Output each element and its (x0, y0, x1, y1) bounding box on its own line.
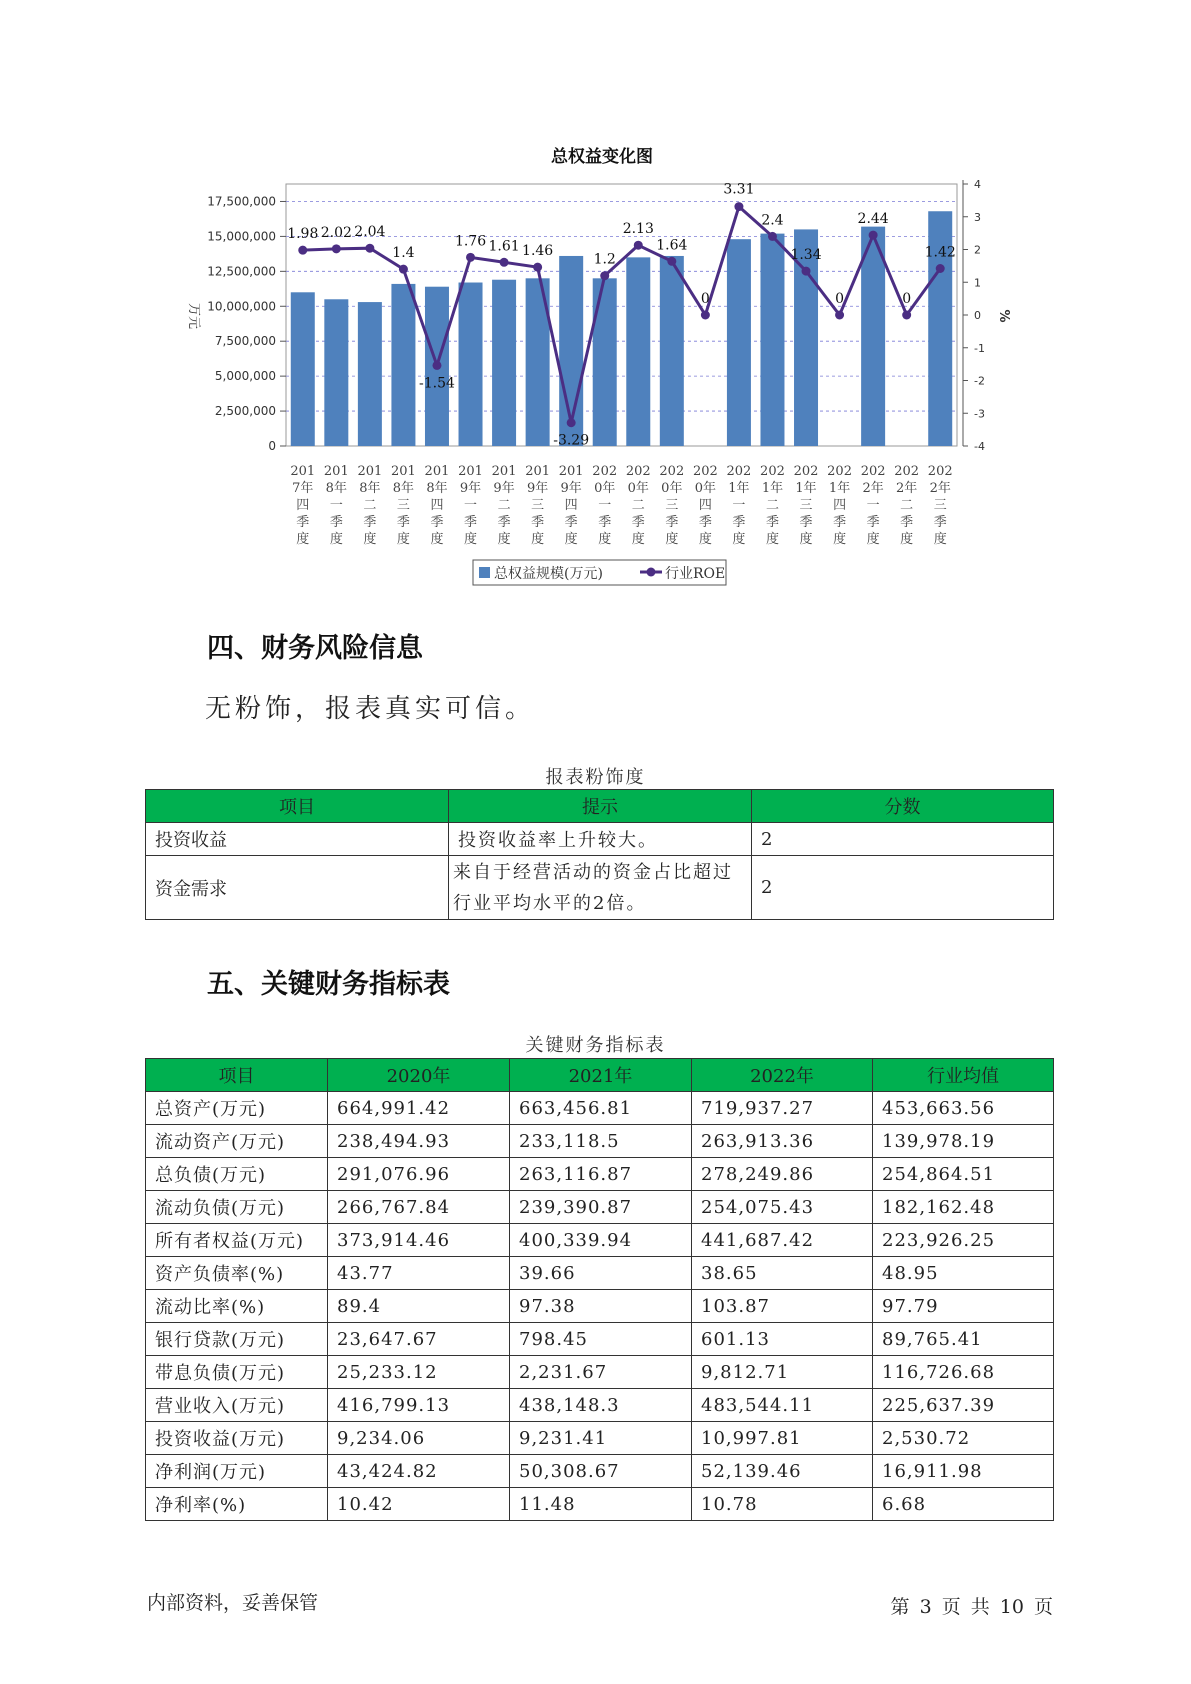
x-tick-label: 202 (592, 464, 618, 479)
kpi-cell-2021: 11.48 (510, 1488, 692, 1521)
x-tick-label: 201 (424, 464, 450, 479)
x-tick-label: 季 (933, 515, 947, 530)
roe-point (600, 271, 609, 280)
x-tick-label: 8年 (325, 481, 347, 496)
kpi-cell-2021: 233,118.5 (510, 1125, 692, 1158)
x-tick-label: 201 (290, 464, 316, 479)
kpi-cell-2020: 23,647.67 (328, 1323, 510, 1356)
x-tick-label: 202 (793, 464, 819, 479)
x-tick-label: 202 (927, 464, 953, 479)
x-tick-label: 季 (430, 515, 444, 530)
roe-point (802, 267, 811, 276)
kpi-cell-2021: 400,339.94 (510, 1224, 692, 1257)
kpi-cell-industry-avg: 2,530.72 (873, 1422, 1054, 1455)
roe-data-label: 1.42 (924, 244, 956, 261)
table-row (146, 823, 1054, 856)
right-tick-label: -1 (974, 341, 985, 355)
kpi-cell-item: 流动比率(%) (146, 1290, 328, 1323)
x-tick-label: 202 (827, 464, 852, 479)
x-tick-label: 202 (625, 464, 651, 479)
x-tick-label: 9年 (526, 481, 549, 496)
x-tick-label: 季 (363, 515, 377, 530)
table-row (146, 1158, 1054, 1191)
risk-cell-score: 2 (752, 823, 1054, 856)
roe-data-label: 1.64 (656, 237, 688, 254)
kpi-cell-2022: 103.87 (692, 1290, 873, 1323)
x-tick-label: 8年 (426, 481, 448, 496)
kpi-cell-2022: 254,075.43 (692, 1191, 873, 1224)
x-tick-label: 季 (396, 515, 410, 530)
x-tick-label: 一 (598, 498, 612, 513)
roe-point (332, 244, 341, 253)
x-tick-label: 季 (698, 515, 712, 530)
kpi-cell-2022: 601.13 (692, 1323, 873, 1356)
kpi-cell-2021: 438,148.3 (510, 1389, 692, 1422)
risk-table-caption: 报表粉饰度 (545, 767, 646, 788)
kpi-cell-2021: 2,231.67 (510, 1356, 692, 1389)
x-tick-label: 8年 (359, 481, 381, 496)
x-tick-label: 9年 (560, 481, 582, 496)
x-tick-label: 季 (665, 515, 679, 530)
x-tick-label: 202 (894, 464, 920, 479)
risk-header-hint: 提示 (449, 790, 752, 823)
right-tick-label: 3 (974, 210, 981, 224)
kpi-cell-2021: 9,231.41 (510, 1422, 692, 1455)
x-tick-label: 1年 (795, 481, 817, 496)
table-row (146, 1455, 1054, 1488)
x-tick-label: 一 (329, 498, 343, 513)
equity-bar (358, 302, 382, 446)
kpi-cell-industry-avg: 97.79 (873, 1290, 1054, 1323)
x-tick-label: 四 (833, 498, 847, 513)
roe-data-label: 2.4 (761, 212, 784, 229)
x-tick-label: 三 (396, 498, 410, 513)
kpi-cell-2022: 10,997.81 (692, 1422, 873, 1455)
left-tick-label: 0 (268, 439, 276, 453)
kpi-cell-2020: 10.42 (328, 1488, 510, 1521)
kpi-cell-industry-avg: 225,637.39 (873, 1389, 1054, 1422)
equity-bar (324, 299, 348, 446)
x-tick-label: 季 (598, 515, 612, 530)
risk-header-score: 分数 (752, 790, 1054, 823)
x-tick-label: 度 (631, 532, 645, 547)
x-tick-label: 9年 (493, 481, 515, 496)
kpi-cell-2020: 43,424.82 (328, 1455, 510, 1488)
left-tick-label: 2,500,000 (214, 404, 276, 419)
roe-point (432, 361, 441, 370)
section4-body: 无粉饰，报表真实可信。 (205, 694, 536, 724)
left-axis-title: 万元 (186, 302, 201, 330)
kpi-table-caption: 关键财务指标表 (525, 1035, 666, 1056)
kpi-cell-item: 资产负债率(%) (146, 1257, 328, 1290)
kpi-cell-item: 流动资产(万元) (146, 1125, 328, 1158)
x-tick-label: 二 (765, 498, 779, 513)
table-row (146, 1125, 1054, 1158)
x-tick-label: 度 (329, 532, 343, 547)
right-tick-label: -2 (974, 374, 985, 388)
left-tick-label: 7,500,000 (214, 334, 276, 349)
x-tick-label: 季 (765, 515, 779, 530)
roe-point (734, 202, 743, 211)
roe-data-label: 1.34 (790, 247, 822, 264)
section5-heading: 五、关键财务指标表 (207, 969, 450, 1000)
roe-data-label: 2.13 (622, 221, 654, 238)
kpi-cell-2021: 263,116.87 (510, 1158, 692, 1191)
kpi-cell-item: 净利率(%) (146, 1488, 328, 1521)
legend-line-marker (647, 568, 656, 577)
roe-data-label: 1.76 (454, 233, 487, 250)
equity-bar (626, 257, 650, 446)
x-tick-label: 202 (760, 464, 785, 479)
roe-data-label: 3.31 (723, 181, 755, 198)
footer-confidential: 内部资料，妥善保管 (147, 1592, 319, 1614)
roe-point (365, 244, 374, 253)
roe-point (567, 418, 576, 427)
x-tick-label: 202 (692, 464, 718, 479)
x-tick-label: 三 (933, 498, 947, 513)
x-tick-label: 2年 (896, 481, 918, 496)
roe-point (869, 231, 878, 240)
x-tick-label: 0年 (627, 481, 649, 496)
left-tick-label: 15,000,000 (207, 229, 276, 244)
x-tick-label: 季 (732, 515, 746, 530)
kpi-cell-item: 流动负债(万元) (146, 1191, 328, 1224)
kpi-cell-2022: 52,139.46 (692, 1455, 873, 1488)
x-tick-label: 一 (464, 498, 478, 513)
kpi-cell-industry-avg: 116,726.68 (873, 1356, 1054, 1389)
x-tick-label: 季 (631, 515, 645, 530)
x-tick-label: 季 (464, 515, 478, 530)
roe-data-label: -1.54 (419, 375, 455, 392)
roe-point (399, 265, 408, 274)
kpi-cell-2020: 9,234.06 (328, 1422, 510, 1455)
equity-bar (861, 227, 885, 446)
x-tick-label: 7年 (292, 481, 314, 496)
kpi-header-item: 项目 (146, 1059, 328, 1092)
x-tick-label: 季 (329, 515, 343, 530)
kpi-table-header (146, 1059, 1054, 1092)
roe-data-label: 1.46 (522, 243, 554, 260)
x-tick-label: 202 (860, 464, 886, 479)
kpi-cell-item: 投资收益(万元) (146, 1422, 328, 1455)
kpi-cell-item: 带息负债(万元) (146, 1356, 328, 1389)
kpi-cell-industry-avg: 254,864.51 (873, 1158, 1054, 1191)
risk-cell-item: 资金需求 (146, 856, 449, 920)
x-tick-label: 三 (799, 498, 813, 513)
risk-table (145, 789, 1054, 920)
x-tick-label: 四 (430, 498, 444, 513)
kpi-cell-2022: 263,913.36 (692, 1125, 873, 1158)
risk-cell-hint: 来自于经营活动的资金占比超过行业平均水平的2倍。 (449, 856, 752, 920)
x-tick-label: 一 (732, 498, 746, 513)
footer-page-number: 第 3 页 共 10 页 (890, 1596, 1053, 1618)
kpi-cell-item: 总资产(万元) (146, 1092, 328, 1125)
x-tick-label: 度 (296, 532, 310, 547)
roe-data-label: 0 (835, 291, 845, 307)
kpi-cell-industry-avg: 453,663.56 (873, 1092, 1054, 1125)
roe-data-label: 0 (700, 291, 710, 307)
equity-bar (391, 284, 415, 446)
x-tick-label: 1年 (828, 481, 851, 496)
table-row (146, 1092, 1054, 1125)
legend-line-label: 行业ROE (665, 566, 726, 582)
kpi-cell-2022: 10.78 (692, 1488, 873, 1521)
risk-cell-score: 2 (752, 856, 1054, 920)
roe-point (936, 264, 945, 273)
x-tick-label: 201 (357, 464, 383, 479)
x-tick-label: 度 (900, 532, 914, 547)
right-tick-label: -4 (974, 440, 985, 453)
equity-chart (0, 0, 1191, 600)
kpi-cell-2020: 664,991.42 (328, 1092, 510, 1125)
kpi-cell-industry-avg: 182,162.48 (873, 1191, 1054, 1224)
x-tick-label: 四 (296, 498, 310, 513)
kpi-cell-2020: 43.77 (328, 1257, 510, 1290)
table-row (146, 1488, 1054, 1521)
x-tick-label: 季 (900, 515, 914, 530)
kpi-header-2020: 2020年 (328, 1059, 510, 1092)
chart-title: 总权益变化图 (551, 147, 653, 167)
equity-bar (593, 278, 617, 446)
table-row (146, 1356, 1054, 1389)
equity-bar (727, 239, 751, 446)
kpi-cell-2021: 39.66 (510, 1257, 692, 1290)
roe-data-label: 1.98 (287, 226, 319, 243)
roe-point (466, 253, 475, 262)
x-tick-label: 202 (726, 464, 752, 479)
x-tick-label: 度 (564, 532, 578, 547)
x-tick-label: 度 (598, 532, 612, 547)
section4-heading: 四、财务风险信息 (207, 633, 423, 664)
x-tick-label: 202 (659, 464, 685, 479)
right-axis-title: % (996, 309, 1011, 323)
roe-data-label: 0 (902, 291, 912, 307)
right-tick-label: 4 (974, 178, 981, 191)
kpi-cell-2022: 441,687.42 (692, 1224, 873, 1257)
risk-header-item: 项目 (146, 790, 449, 823)
right-tick-label: 0 (974, 309, 981, 322)
x-tick-label: 二 (363, 498, 377, 513)
kpi-header-industry-avg: 行业均值 (873, 1059, 1054, 1092)
x-tick-label: 二 (900, 498, 914, 513)
x-tick-label: 季 (866, 515, 880, 530)
kpi-table (145, 1058, 1054, 1521)
x-tick-label: 2年 (929, 481, 951, 496)
x-tick-label: 0年 (661, 481, 683, 496)
kpi-cell-industry-avg: 223,926.25 (873, 1224, 1054, 1257)
kpi-cell-item: 所有者权益(万元) (146, 1224, 328, 1257)
kpi-cell-2022: 278,249.86 (692, 1158, 873, 1191)
kpi-cell-2021: 663,456.81 (510, 1092, 692, 1125)
kpi-cell-industry-avg: 48.95 (873, 1257, 1054, 1290)
table-row (146, 856, 1054, 920)
x-tick-label: 8年 (392, 481, 415, 496)
kpi-cell-2021: 239,390.87 (510, 1191, 692, 1224)
risk-cell-item: 投资收益 (146, 823, 449, 856)
kpi-cell-item: 总负债(万元) (146, 1158, 328, 1191)
kpi-cell-2020: 266,767.84 (328, 1191, 510, 1224)
table-row (146, 1224, 1054, 1257)
x-tick-label: 1年 (728, 481, 750, 496)
x-tick-label: 度 (464, 532, 478, 547)
x-tick-label: 2年 (862, 481, 884, 496)
x-tick-label: 0年 (694, 481, 717, 496)
x-tick-label: 度 (732, 532, 746, 547)
x-tick-label: 度 (799, 532, 813, 547)
x-tick-label: 0年 (594, 481, 616, 496)
kpi-cell-item: 净利润(万元) (146, 1455, 328, 1488)
kpi-cell-item: 银行贷款(万元) (146, 1323, 328, 1356)
x-tick-label: 201 (525, 464, 551, 479)
kpi-cell-2021: 97.38 (510, 1290, 692, 1323)
kpi-cell-2022: 483,544.11 (692, 1389, 873, 1422)
kpi-cell-industry-avg: 6.68 (873, 1488, 1054, 1521)
kpi-cell-2021: 798.45 (510, 1323, 692, 1356)
kpi-cell-industry-avg: 139,978.19 (873, 1125, 1054, 1158)
roe-data-label: 1.4 (392, 245, 415, 262)
x-tick-label: 201 (558, 464, 584, 479)
roe-point (634, 241, 643, 250)
x-tick-label: 度 (765, 532, 779, 547)
x-tick-label: 季 (296, 515, 310, 530)
x-tick-label: 201 (391, 464, 416, 479)
x-tick-label: 度 (933, 532, 947, 547)
x-tick-label: 度 (396, 532, 410, 547)
roe-data-label: 2.02 (320, 224, 352, 241)
risk-table-header (146, 790, 1054, 823)
roe-point (667, 257, 676, 266)
roe-point (500, 258, 509, 267)
kpi-cell-industry-avg: 16,911.98 (873, 1455, 1054, 1488)
roe-point (533, 263, 542, 272)
x-tick-label: 季 (497, 515, 511, 530)
x-tick-label: 一 (866, 498, 880, 513)
legend-bar-swatch (479, 567, 490, 578)
x-tick-label: 9年 (459, 481, 482, 496)
x-tick-label: 度 (531, 532, 545, 547)
right-tick-label: -3 (974, 407, 985, 421)
kpi-cell-2020: 25,233.12 (328, 1356, 510, 1389)
right-tick-label: 1 (974, 276, 981, 290)
left-tick-label: 10,000,000 (207, 299, 276, 314)
x-tick-label: 201 (323, 464, 349, 479)
roe-data-label: 1.2 (593, 251, 616, 268)
left-tick-label: 17,500,000 (207, 194, 276, 209)
kpi-header-2022: 2022年 (692, 1059, 873, 1092)
kpi-cell-2020: 291,076.96 (328, 1158, 510, 1191)
x-tick-label: 1年 (761, 481, 784, 496)
roe-point (298, 246, 307, 255)
roe-data-label: 1.61 (488, 238, 520, 255)
kpi-cell-2021: 50,308.67 (510, 1455, 692, 1488)
x-tick-label: 度 (430, 532, 444, 547)
x-tick-label: 度 (866, 532, 880, 547)
equity-bar (760, 234, 784, 446)
roe-point (902, 311, 911, 320)
kpi-header-2021: 2021年 (510, 1059, 692, 1092)
x-tick-label: 四 (698, 498, 712, 513)
kpi-cell-2022: 38.65 (692, 1257, 873, 1290)
right-tick-label: 2 (974, 243, 981, 257)
roe-data-label: 2.44 (857, 211, 889, 228)
roe-data-label: -3.29 (553, 432, 590, 449)
table-row (146, 1389, 1054, 1422)
table-row (146, 1191, 1054, 1224)
kpi-cell-industry-avg: 89,765.41 (873, 1323, 1054, 1356)
x-tick-label: 度 (363, 532, 377, 547)
kpi-cell-2022: 719,937.27 (692, 1092, 873, 1125)
equity-bar (492, 280, 516, 446)
x-tick-label: 四 (564, 498, 578, 513)
x-tick-label: 季 (564, 515, 578, 530)
kpi-cell-2022: 9,812.71 (692, 1356, 873, 1389)
x-tick-label: 三 (531, 498, 545, 513)
x-tick-label: 季 (799, 515, 813, 530)
x-tick-label: 季 (531, 515, 545, 530)
equity-bar (291, 292, 315, 446)
kpi-cell-2020: 89.4 (328, 1290, 510, 1323)
roe-point (835, 311, 844, 320)
left-tick-label: 12,500,000 (207, 264, 276, 279)
table-row (146, 1422, 1054, 1455)
table-row (146, 1290, 1054, 1323)
x-tick-label: 度 (833, 532, 847, 547)
left-tick-label: 5,000,000 (214, 369, 276, 384)
x-tick-label: 201 (458, 464, 483, 479)
x-tick-label: 三 (665, 498, 679, 513)
x-tick-label: 度 (497, 532, 511, 547)
roe-point (768, 232, 777, 241)
x-tick-label: 二 (631, 498, 645, 513)
kpi-cell-item: 营业收入(万元) (146, 1389, 328, 1422)
kpi-cell-2020: 416,799.13 (328, 1389, 510, 1422)
x-tick-label: 季 (833, 515, 847, 530)
plot-area (286, 181, 957, 446)
x-tick-label: 201 (491, 464, 517, 479)
x-tick-label: 度 (665, 532, 679, 547)
roe-data-label: 2.04 (354, 224, 386, 241)
kpi-cell-2020: 373,914.46 (328, 1224, 510, 1257)
risk-cell-hint: 投资收益率上升较大。 (449, 823, 752, 856)
x-tick-label: 二 (497, 498, 511, 513)
equity-bar (660, 256, 684, 446)
kpi-cell-2020: 238,494.93 (328, 1125, 510, 1158)
table-row (146, 1323, 1054, 1356)
roe-point (701, 311, 710, 320)
x-tick-label: 度 (698, 532, 712, 547)
legend-bar-label: 总权益规模(万元) (494, 566, 603, 582)
table-row (146, 1257, 1054, 1290)
equity-bar (459, 283, 483, 446)
